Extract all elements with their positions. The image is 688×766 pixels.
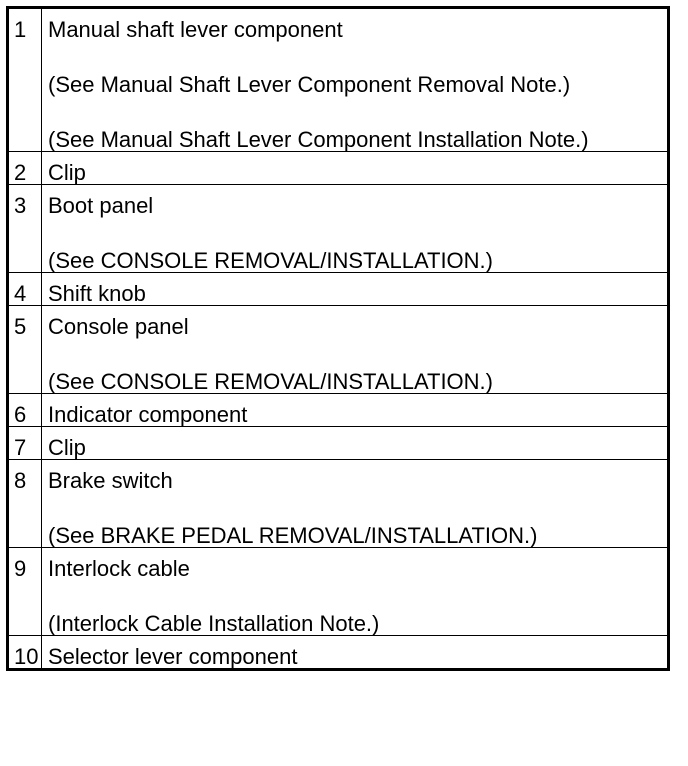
part-description — [42, 427, 669, 460]
part-name: Brake switch — [48, 468, 173, 493]
part-note: (Interlock Cable Installation Note.) — [48, 611, 380, 636]
part-number: 10 — [8, 636, 42, 670]
part-description — [42, 636, 669, 670]
part-note: (See CONSOLE REMOVAL/INSTALLATION.) — [48, 369, 493, 394]
table-row — [8, 394, 669, 427]
part-name: Selector lever component — [48, 644, 298, 669]
part-number: 7 — [8, 427, 42, 460]
part-name: Console panel — [48, 314, 189, 339]
table-row — [8, 548, 669, 636]
part-name: Manual shaft lever component — [48, 17, 343, 42]
part-number: 1 — [8, 8, 42, 152]
part-description — [42, 273, 669, 306]
part-name: Shift knob — [48, 281, 146, 306]
table-row — [8, 185, 669, 273]
part-name: Indicator component — [48, 402, 248, 427]
table-row — [8, 8, 669, 152]
part-name: Boot panel — [48, 193, 154, 218]
part-name: Clip — [48, 160, 86, 185]
table-row — [8, 427, 669, 460]
part-description — [42, 8, 669, 152]
part-description — [42, 548, 669, 636]
part-note: (See Manual Shaft Lever Component Removal Note.) — [48, 72, 571, 97]
parts-table — [6, 6, 670, 671]
part-number: 5 — [8, 306, 42, 394]
part-number: 3 — [8, 185, 42, 273]
part-number: 6 — [8, 394, 42, 427]
part-description — [42, 306, 669, 394]
part-name: Clip — [48, 435, 86, 460]
table-row — [8, 306, 669, 394]
table-row — [8, 636, 669, 670]
part-name: Interlock cable — [48, 556, 190, 581]
part-description — [42, 460, 669, 548]
part-description — [42, 152, 669, 185]
part-description — [42, 185, 669, 273]
part-note: (See Manual Shaft Lever Component Installation Note.) — [48, 127, 589, 152]
part-number: 9 — [8, 548, 42, 636]
part-number: 8 — [8, 460, 42, 548]
part-description — [42, 394, 669, 427]
table-row — [8, 273, 669, 306]
part-number: 4 — [8, 273, 42, 306]
table-row — [8, 152, 669, 185]
part-number: 2 — [8, 152, 42, 185]
table-row — [8, 460, 669, 548]
part-note: (See CONSOLE REMOVAL/INSTALLATION.) — [48, 248, 493, 273]
part-note: (See BRAKE PEDAL REMOVAL/INSTALLATION.) — [48, 523, 538, 548]
